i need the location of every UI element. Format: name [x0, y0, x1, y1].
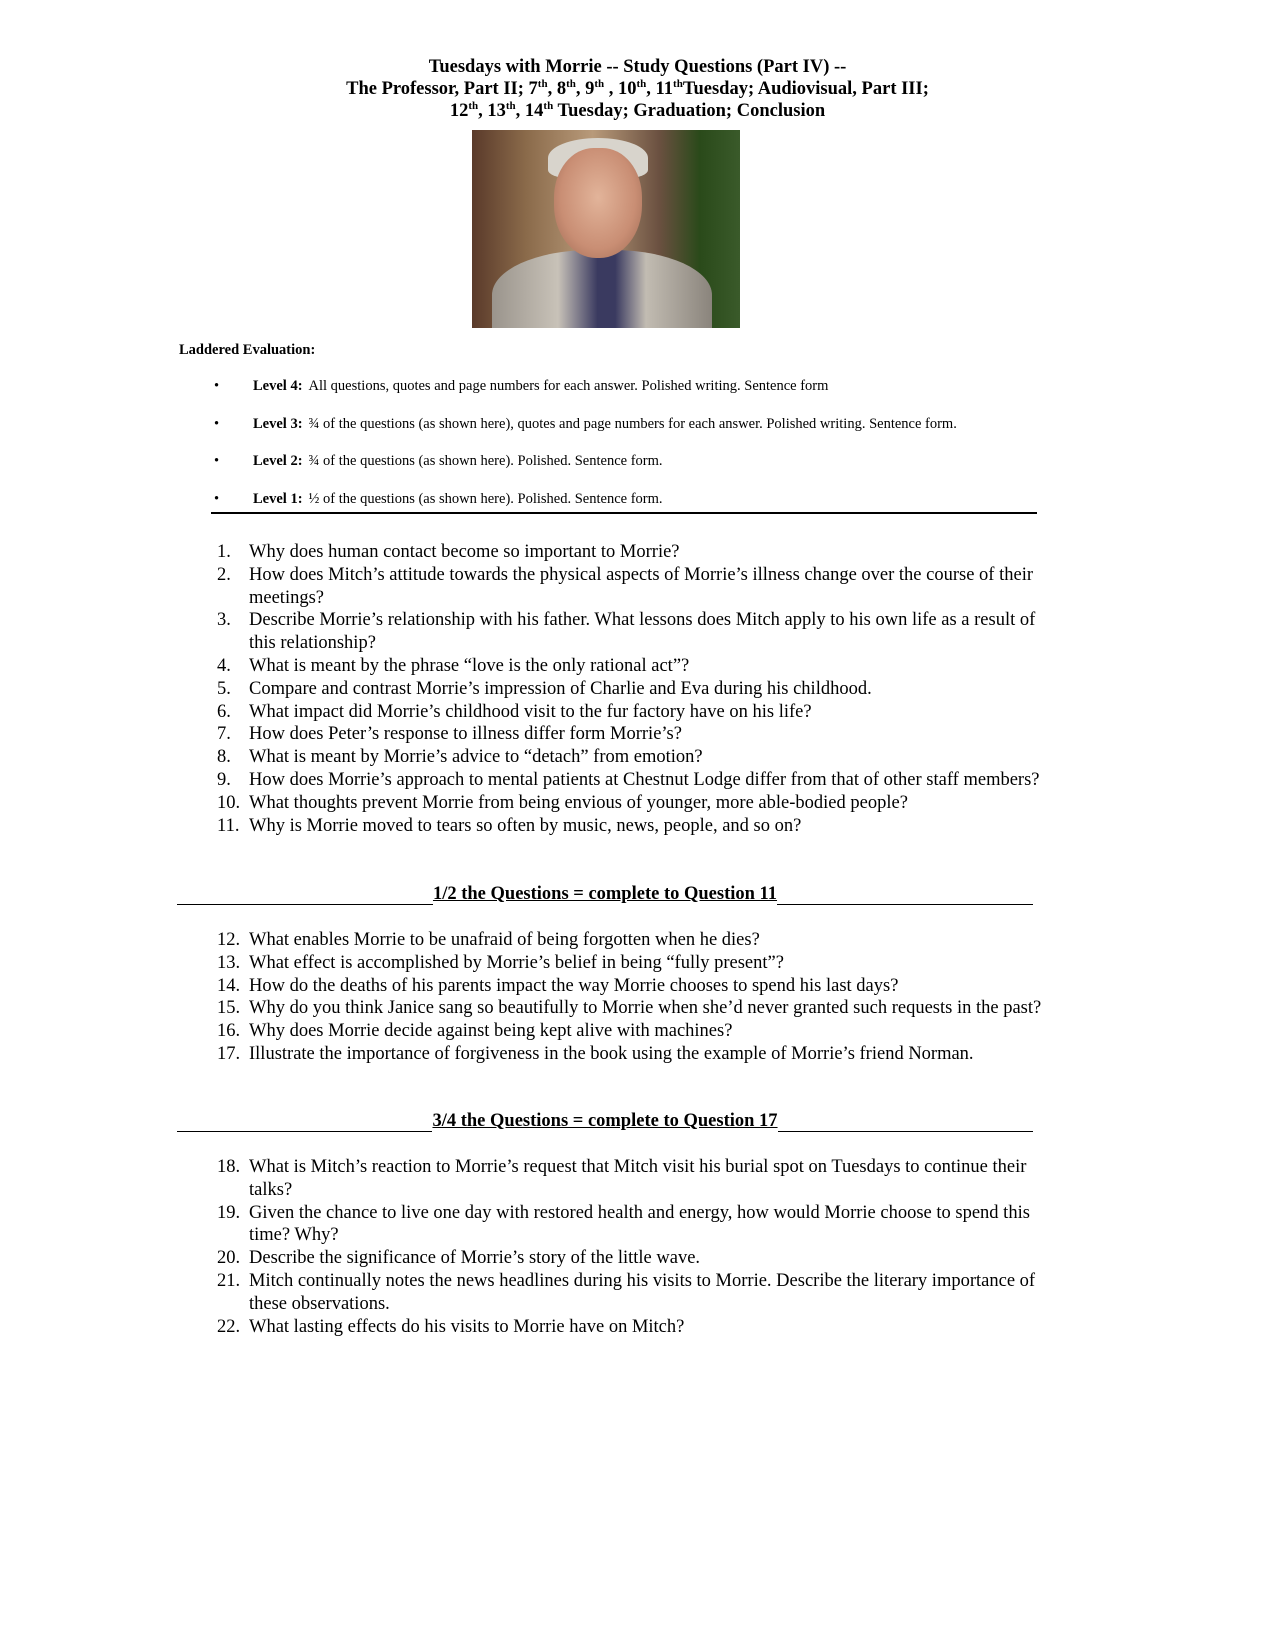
question-text: How do the deaths of his parents impact the way Morrie chooses to spend his last days? [249, 975, 899, 996]
superscript: th [566, 77, 576, 90]
question-number: 7. [217, 724, 231, 745]
question-number: 6. [217, 701, 231, 722]
question-text: What enables Morrie to be unafraid of being forgotten when he dies? [249, 930, 760, 950]
bullet-icon: • [214, 378, 220, 394]
question-list-part-2 [205, 929, 1045, 1066]
question-number: 15. [217, 998, 241, 1019]
question-item [205, 1043, 1045, 1066]
title-text: , 13 [478, 101, 506, 121]
question-number: 11. [217, 815, 240, 836]
level-item [210, 453, 1050, 491]
question-item [205, 1156, 1045, 1202]
question-number: 10. [217, 792, 241, 813]
level-item [210, 416, 1050, 454]
divider-line [177, 1113, 432, 1132]
question-item [205, 952, 1045, 975]
superscript: th [594, 77, 605, 90]
half-questions-divider [177, 884, 1033, 905]
document-title [0, 56, 1275, 122]
level-label: Level 4: [253, 378, 303, 394]
question-number: 19. [217, 1202, 241, 1223]
question-list-part-3 [205, 1156, 1045, 1338]
question-text: What thoughts prevent Morrie from being envious of younger, more able-bodied people? [249, 792, 908, 813]
question-item [205, 564, 1045, 610]
question-item [205, 746, 1045, 769]
question-number: 1. [217, 542, 231, 562]
question-item [205, 678, 1045, 701]
question-item [205, 1202, 1045, 1248]
question-number: 3. [217, 610, 231, 631]
question-text: Describe Morrie’s relationship with his father. What lessons does Mitch apply to his own life as a result of this relationship? [249, 610, 1036, 654]
superscript: th [537, 77, 548, 90]
evaluation-heading: Laddered Evaluation: [179, 342, 316, 358]
title-text: The Professor, Part II; 7 [346, 79, 538, 99]
question-item [205, 701, 1045, 724]
title-text: , 9 [575, 79, 595, 99]
question-text: Illustrate the importance of forgiveness in the book using the example of Morrie’s friend Norman. [249, 1043, 974, 1064]
title-line-3 [0, 100, 1275, 122]
level-label: Level 1: [253, 490, 303, 507]
superscript: th [636, 77, 647, 90]
superscript: th [505, 99, 516, 112]
bullet-icon: • [214, 490, 220, 507]
question-text: What lasting effects do his visits to Morrie have on Mitch? [249, 1316, 685, 1337]
three-quarter-questions-divider [177, 1111, 1033, 1132]
level-item [210, 491, 1050, 529]
photo-face [554, 148, 642, 258]
question-item [205, 723, 1045, 746]
divider-line [177, 886, 433, 905]
question-text: Why do you think Janice sang so beautifully to Morrie when she’d never granted such requests in the past? [249, 998, 1042, 1019]
question-text: Why is Morrie moved to tears so often by music, news, people, and so on? [249, 815, 802, 836]
photo-body [492, 250, 712, 328]
question-text: What is meant by Morrie’s advice to “detach” from emotion? [249, 747, 703, 768]
question-item [205, 1247, 1045, 1270]
question-number: 17. [217, 1043, 241, 1064]
title-text: , 14 [515, 101, 544, 121]
question-text: Given the chance to live one day with restored health and energy, how would Morrie choose to spend this time? Why? [249, 1202, 1030, 1246]
question-number: 8. [217, 747, 231, 768]
question-number: 18. [217, 1157, 241, 1177]
level-item [210, 378, 1050, 416]
title-line-2 [0, 78, 1275, 100]
question-text: How does Peter’s response to illness differ form Morrie’s? [249, 724, 682, 745]
question-number: 4. [217, 655, 231, 676]
superscript: th [543, 99, 554, 112]
question-item [205, 655, 1045, 678]
question-text: How does Mitch’s attitude towards the physical aspects of Morrie’s illness change over the course of their meetings? [249, 564, 1033, 608]
question-text: Describe the significance of Morrie’s story of the little wave. [249, 1248, 701, 1269]
question-number: 13. [217, 952, 241, 973]
title-text: , 8 [547, 79, 567, 99]
question-text: How does Morrie’s approach to mental patients at Chestnut Lodge differ from that of other staff members? [249, 769, 1040, 790]
divider-text: 1/2 the Questions = complete to Question 11 [432, 884, 778, 904]
superscript: th [468, 99, 479, 112]
question-text: Why does human contact become so important to Morrie? [249, 542, 680, 562]
question-number: 5. [217, 678, 231, 699]
level-text: ¾ of the questions (as shown here), quotes and page numbers for each answer. Polished writing. Sentence form. [308, 415, 957, 432]
level-text: All questions, quotes and page numbers for each answer. Polished writing. Sentence form [308, 378, 829, 394]
horizontal-rule [211, 512, 1037, 514]
question-number: 21. [217, 1270, 241, 1291]
question-item [205, 997, 1045, 1020]
question-item [205, 1020, 1045, 1043]
evaluation-levels [210, 378, 1050, 528]
superscript: th [673, 77, 683, 90]
level-text: ½ of the questions (as shown here). Polished. Sentence form. [308, 490, 663, 507]
question-text: What is meant by the phrase “love is the only rational act”? [249, 655, 690, 676]
question-number: 22. [217, 1316, 241, 1337]
question-item [205, 792, 1045, 815]
bullet-icon: • [214, 415, 220, 432]
question-text: What is Mitch’s reaction to Morrie’s request that Mitch visit his burial spot on Tuesdays to continue their talks? [249, 1157, 1027, 1200]
question-number: 14. [217, 975, 241, 996]
level-label: Level 2: [253, 453, 303, 469]
bullet-icon: • [214, 453, 220, 469]
question-item [205, 975, 1045, 998]
question-number: 9. [217, 769, 231, 790]
divider-text: 3/4 the Questions = complete to Question 17 [432, 1111, 778, 1131]
question-item [205, 541, 1045, 564]
question-number: 12. [217, 930, 241, 950]
question-number: 20. [217, 1248, 241, 1269]
question-list-part-1 [205, 541, 1045, 837]
title-text: , 11 [646, 79, 674, 99]
question-item [205, 1270, 1045, 1316]
question-text: What effect is accomplished by Morrie’s belief in being “fully present”? [249, 952, 784, 973]
level-text: ¾ of the questions (as shown here). Polished. Sentence form. [308, 453, 663, 469]
title-text: Tuesday; Graduation; Conclusion [553, 101, 826, 121]
divider-line [778, 1113, 1033, 1132]
question-item [205, 769, 1045, 792]
title-text: , 10 [604, 79, 637, 99]
title-text: 12 [449, 101, 469, 121]
question-text: Why does Morrie decide against being kept alive with machines? [249, 1021, 733, 1042]
question-item [205, 815, 1045, 838]
question-item [205, 929, 1045, 952]
question-item [205, 1316, 1045, 1339]
question-text: Mitch continually notes the news headlines during his visits to Morrie. Describe the literary importance of these observations. [249, 1270, 1036, 1314]
divider-line [777, 886, 1033, 905]
level-label: Level 3: [253, 415, 303, 432]
morrie-photo [472, 130, 740, 328]
question-number: 16. [217, 1021, 241, 1042]
question-text: Compare and contrast Morrie’s impression of Charlie and Eva during his childhood. [249, 678, 872, 699]
question-text: What impact did Morrie’s childhood visit to the fur factory have on his life? [249, 701, 812, 722]
question-item [205, 609, 1045, 655]
title-line-1: Tuesdays with Morrie -- Study Questions (Part IV) -- [428, 57, 847, 77]
title-text: Tuesday; Audiovisual, Part III; [682, 79, 929, 99]
question-number: 2. [217, 564, 231, 585]
